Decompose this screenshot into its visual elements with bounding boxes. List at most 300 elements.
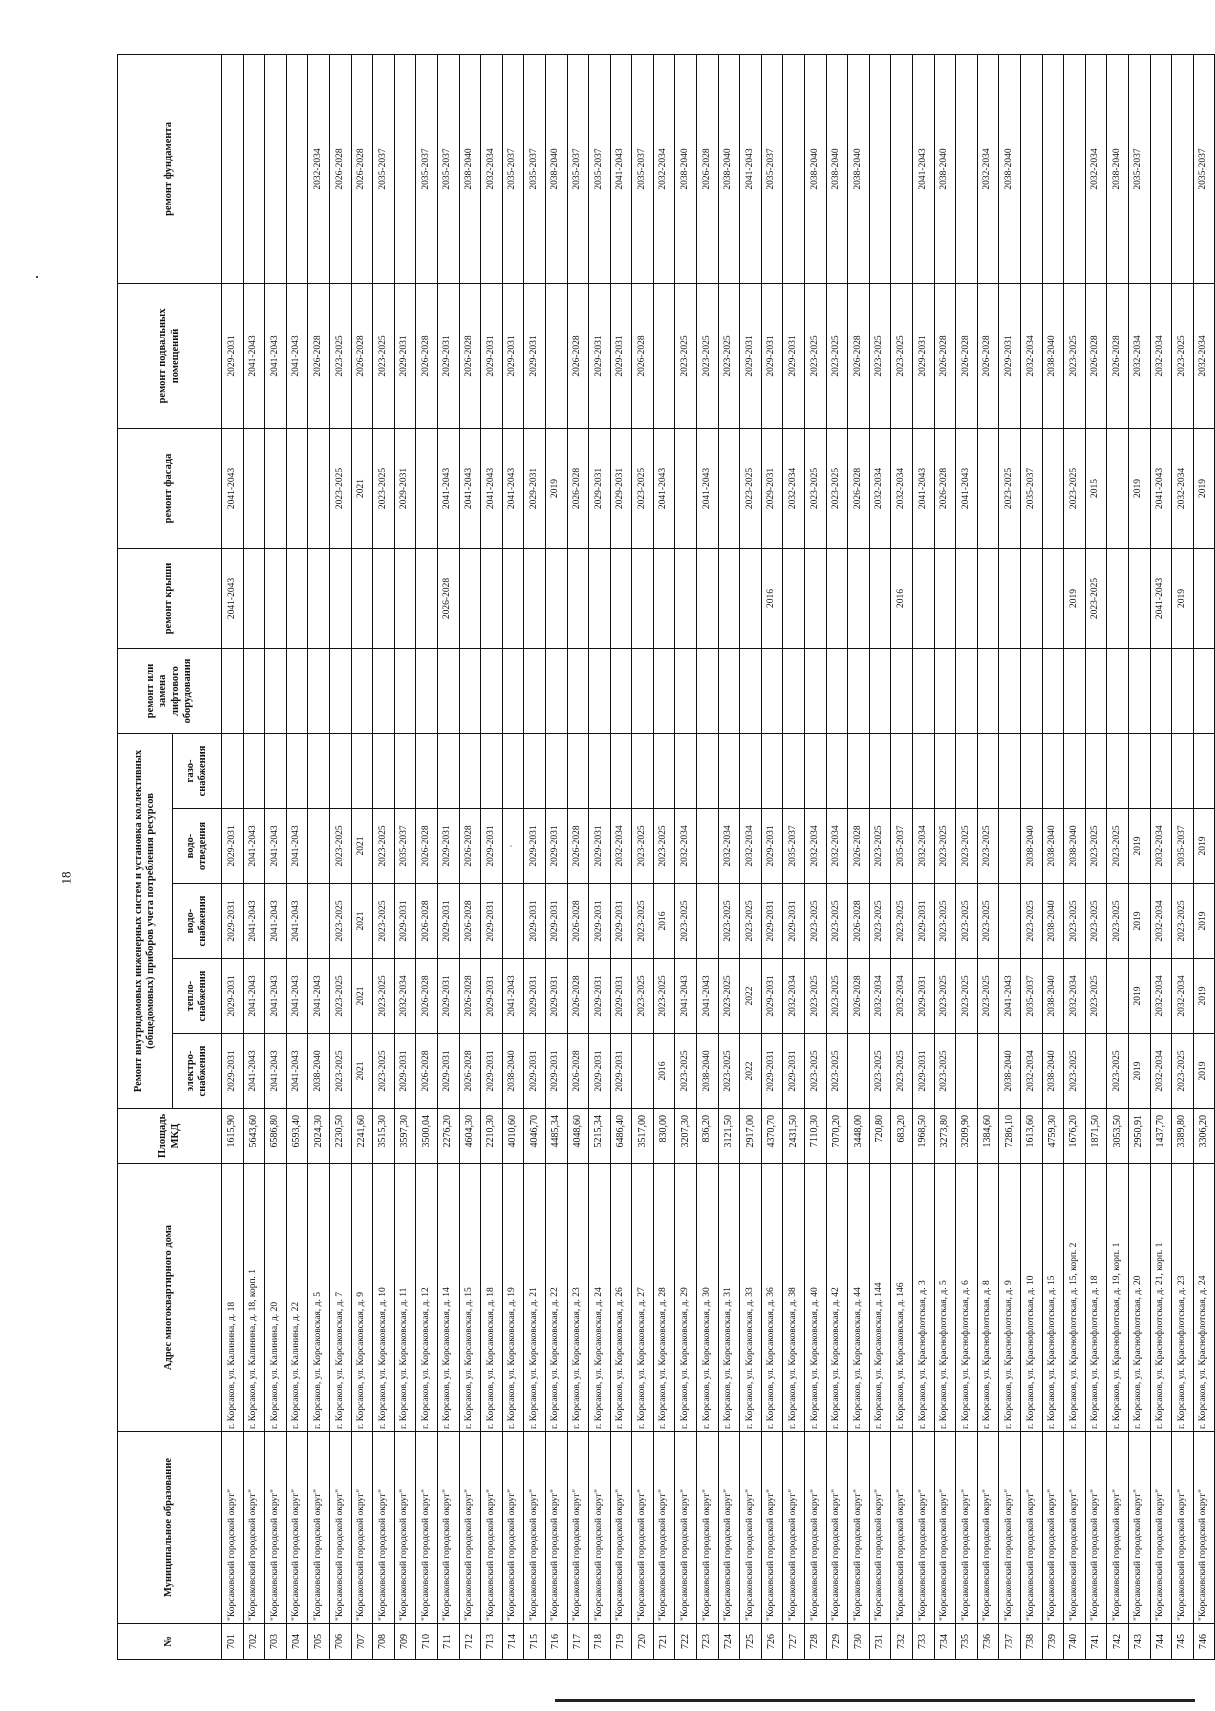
area-cell: 4485,34 <box>545 1109 567 1164</box>
heat-cell: 2023-2025 <box>632 959 654 1034</box>
electric-cell: 2023-2025 <box>1064 1034 1086 1109</box>
foundation-cell: 2035-2037 <box>437 54 459 283</box>
roof-cell <box>1193 548 1215 648</box>
row-number: 742 <box>1107 1624 1129 1660</box>
foundation-cell <box>222 54 244 283</box>
facade-cell: 2029-2031 <box>761 428 783 548</box>
municipality-cell: "Корсаковский городской округ" <box>977 1432 999 1624</box>
facade-cell: 2041-2043 <box>437 428 459 548</box>
table-row <box>1193 54 1215 1659</box>
basement-cell: 2026-2028 <box>351 283 373 428</box>
basement-cell: 2023-2025 <box>718 283 740 428</box>
heat-cell: 2029-2031 <box>481 959 503 1034</box>
lift-cell <box>502 648 524 733</box>
table-row <box>265 54 287 1659</box>
gas-cell <box>977 733 999 808</box>
foundation-cell <box>286 54 308 283</box>
area-cell: 4759,30 <box>1042 1109 1064 1164</box>
sewer-cell: 2029-2031 <box>222 809 244 884</box>
table-row <box>373 54 395 1659</box>
row-number: 734 <box>934 1624 956 1660</box>
repair-schedule-table <box>117 54 1215 1660</box>
basement-cell: 2026-2028 <box>956 283 978 428</box>
electric-cell: 2038-2040 <box>999 1034 1021 1109</box>
gas-cell <box>308 733 330 808</box>
area-cell: 7070,20 <box>826 1109 848 1164</box>
area-cell: 3448,00 <box>848 1109 870 1164</box>
area-cell: 2950,91 <box>1128 1109 1150 1164</box>
row-number: 731 <box>869 1624 891 1660</box>
sewer-cell <box>697 809 719 884</box>
heat-cell: 2032-2034 <box>1150 959 1172 1034</box>
table-row <box>977 54 999 1659</box>
facade-cell: 2035-2037 <box>1020 428 1042 548</box>
table-row <box>329 54 351 1659</box>
basement-cell: 2026-2028 <box>632 283 654 428</box>
facade-cell: 2041-2043 <box>913 428 935 548</box>
area-cell: 836,20 <box>697 1109 719 1164</box>
foundation-cell: 2032-2034 <box>481 54 503 283</box>
gas-cell <box>243 733 265 808</box>
roof-cell <box>869 548 891 648</box>
heat-cell: 2029-2031 <box>610 959 632 1034</box>
address-cell: г. Корсаков, ул. Корсаковская, д. 10 <box>373 1164 395 1432</box>
table-row <box>1064 54 1086 1659</box>
municipality-cell: "Корсаковский городской округ" <box>826 1432 848 1624</box>
basement-cell: 2029-2031 <box>740 283 762 428</box>
header-num: № <box>118 1624 222 1660</box>
area-cell: 4046,70 <box>524 1109 546 1164</box>
municipality-cell: "Корсаковский городской округ" <box>1042 1432 1064 1624</box>
roof-cell <box>653 548 675 648</box>
lift-cell <box>869 648 891 733</box>
address-cell: г. Корсаков, ул. Корсаковская, д. 26 <box>610 1164 632 1432</box>
facade-cell <box>977 428 999 548</box>
table-row <box>783 54 805 1659</box>
lift-cell <box>697 648 719 733</box>
heat-cell: 2029-2031 <box>545 959 567 1034</box>
lift-cell <box>524 648 546 733</box>
address-cell: г. Корсаков, ул. Корсаковская, д. 22 <box>545 1164 567 1432</box>
row-number: 732 <box>891 1624 913 1660</box>
roof-cell <box>1128 548 1150 648</box>
lift-cell <box>783 648 805 733</box>
area-cell: 5643,60 <box>243 1109 265 1164</box>
gas-cell <box>913 733 935 808</box>
basement-cell: 2041-2043 <box>286 283 308 428</box>
water-cell: 2023-2025 <box>977 884 999 959</box>
municipality-cell: "Корсаковский городской округ" <box>459 1432 481 1624</box>
lift-cell <box>805 648 827 733</box>
gas-cell <box>351 733 373 808</box>
sewer-cell: 2021 <box>351 809 373 884</box>
roof-cell <box>1042 548 1064 648</box>
municipality-cell: "Корсаковский городской округ" <box>1193 1432 1215 1624</box>
foundation-cell: 2035-2037 <box>632 54 654 283</box>
electric-cell: 2041-2043 <box>243 1034 265 1109</box>
electric-cell: 2029-2031 <box>545 1034 567 1109</box>
foundation-cell: 2041-2043 <box>913 54 935 283</box>
lift-cell <box>394 648 416 733</box>
area-cell: 1871,50 <box>1085 1109 1107 1164</box>
water-cell: 2023-2025 <box>1172 884 1194 959</box>
heat-cell: 2035-2037 <box>1020 959 1042 1034</box>
facade-cell: 2029-2031 <box>610 428 632 548</box>
municipality-cell: "Корсаковский городской округ" <box>783 1432 805 1624</box>
heat-cell: 2023-2025 <box>718 959 740 1034</box>
basement-cell: 2026-2028 <box>1085 283 1107 428</box>
table-row <box>1107 54 1129 1659</box>
water-cell: 2019 <box>1193 884 1215 959</box>
row-number: 705 <box>308 1624 330 1660</box>
municipality-cell: "Корсаковский городской округ" <box>416 1432 438 1624</box>
water-cell: 2019 <box>1128 884 1150 959</box>
lift-cell <box>999 648 1021 733</box>
sewer-cell: 2029-2031 <box>761 809 783 884</box>
row-number: 706 <box>329 1624 351 1660</box>
foundation-cell <box>1042 54 1064 283</box>
municipality-cell: "Корсаковский городской округ" <box>610 1432 632 1624</box>
row-number: 736 <box>977 1624 999 1660</box>
facade-cell: 2032-2034 <box>1172 428 1194 548</box>
header-basement: ремонт подвальных помещений <box>118 283 222 428</box>
document-sheet <box>117 55 1210 1660</box>
lift-cell <box>416 648 438 733</box>
area-cell: 3306,20 <box>1193 1109 1215 1164</box>
roof-cell <box>373 548 395 648</box>
foundation-cell: 2035-2037 <box>373 54 395 283</box>
basement-cell: 2023-2025 <box>891 283 913 428</box>
municipality-cell: "Корсаковский городской округ" <box>329 1432 351 1624</box>
lift-cell <box>1193 648 1215 733</box>
gas-cell <box>610 733 632 808</box>
lift-cell <box>913 648 935 733</box>
electric-cell: 2029-2031 <box>222 1034 244 1109</box>
gas-cell <box>1085 733 1107 808</box>
heat-cell: 2041-2043 <box>999 959 1021 1034</box>
basement-cell: 2041-2043 <box>265 283 287 428</box>
facade-cell: 2041-2043 <box>481 428 503 548</box>
roof-cell <box>848 548 870 648</box>
municipality-cell: "Корсаковский городской округ" <box>567 1432 589 1624</box>
area-cell: 2210,30 <box>481 1109 503 1164</box>
water-cell: 2023-2025 <box>373 884 395 959</box>
water-cell: 2029-2031 <box>610 884 632 959</box>
lift-cell <box>1107 648 1129 733</box>
water-cell: 2023-2025 <box>632 884 654 959</box>
basement-cell: 2041-2043 <box>243 283 265 428</box>
foundation-cell: 2032-2034 <box>653 54 675 283</box>
row-number: 708 <box>373 1624 395 1660</box>
municipality-cell: "Корсаковский городской округ" <box>675 1432 697 1624</box>
facade-cell: 2041-2043 <box>956 428 978 548</box>
electric-cell: 2029-2031 <box>610 1034 632 1109</box>
facade-cell <box>308 428 330 548</box>
municipality-cell: "Корсаковский городской округ" <box>1020 1432 1042 1624</box>
row-number: 716 <box>545 1624 567 1660</box>
sewer-cell: 2023-2025 <box>956 809 978 884</box>
municipality-cell: "Корсаковский городской округ" <box>1085 1432 1107 1624</box>
facade-cell: 2019 <box>1193 428 1215 548</box>
municipality-cell: "Корсаковский городской округ" <box>545 1432 567 1624</box>
water-cell: 2029-2031 <box>545 884 567 959</box>
heat-cell: 2022 <box>740 959 762 1034</box>
lift-cell <box>351 648 373 733</box>
roof-cell <box>826 548 848 648</box>
area-cell: 1384,60 <box>977 1109 999 1164</box>
heat-cell: 2029-2031 <box>524 959 546 1034</box>
address-cell: г. Корсаков, ул. Краснофлотская, д. 20 <box>1128 1164 1150 1432</box>
heat-cell: 2021 <box>351 959 373 1034</box>
address-cell: г. Корсаков, ул. Краснофлотская, д. 5 <box>934 1164 956 1432</box>
area-cell: 4048,60 <box>567 1109 589 1164</box>
water-cell: 2029-2031 <box>524 884 546 959</box>
electric-cell: 2029-2031 <box>913 1034 935 1109</box>
sewer-cell: 2029-2031 <box>437 809 459 884</box>
header-municipality: Муниципальное образование <box>118 1432 222 1624</box>
roof-cell: 2041-2043 <box>1150 548 1172 648</box>
area-cell: 4370,70 <box>761 1109 783 1164</box>
basement-cell: 2029-2031 <box>222 283 244 428</box>
sewer-cell: 2023-2025 <box>1107 809 1129 884</box>
water-cell: 2023-2025 <box>718 884 740 959</box>
heat-cell: 2041-2043 <box>502 959 524 1034</box>
electric-cell: 2032-2034 <box>1150 1034 1172 1109</box>
facade-cell: 2023-2025 <box>329 428 351 548</box>
roof-cell <box>243 548 265 648</box>
facade-cell: 2041-2043 <box>697 428 719 548</box>
sewer-cell: 2023-2025 <box>373 809 395 884</box>
lift-cell <box>610 648 632 733</box>
table-row <box>459 54 481 1659</box>
address-cell: г. Корсаков, ул. Корсаковская, д. 19 <box>502 1164 524 1432</box>
row-number: 718 <box>589 1624 611 1660</box>
table-row <box>891 54 913 1659</box>
electric-cell <box>956 1034 978 1109</box>
row-number: 723 <box>697 1624 719 1660</box>
address-cell: г. Корсаков, ул. Корсаковская, д. 18 <box>481 1164 503 1432</box>
area-cell: 2241,60 <box>351 1109 373 1164</box>
facade-cell <box>286 428 308 548</box>
header-heat: тепло-снабжения <box>173 959 222 1034</box>
address-cell: г. Корсаков, ул. Корсаковская, д. 38 <box>783 1164 805 1432</box>
facade-cell: 2026-2028 <box>848 428 870 548</box>
basement-cell <box>545 283 567 428</box>
header-systems-group: Ремонт внутридомовых инженерных систем и установка коллективных (общедомовых) приборов учета потребления ресурсов <box>118 733 173 1108</box>
gas-cell <box>437 733 459 808</box>
gas-cell <box>1064 733 1086 808</box>
row-number: 715 <box>524 1624 546 1660</box>
municipality-cell: "Корсаковский городской округ" <box>481 1432 503 1624</box>
lift-cell <box>934 648 956 733</box>
header-area: Площадь МКД <box>118 1109 222 1164</box>
header-water: водо-снабжения <box>173 884 222 959</box>
row-number: 707 <box>351 1624 373 1660</box>
roof-cell <box>697 548 719 648</box>
row-number: 703 <box>265 1624 287 1660</box>
heat-cell: 2032-2034 <box>1064 959 1086 1034</box>
sewer-cell: 2041-2043 <box>286 809 308 884</box>
address-cell: г. Корсаков, ул. Корсаковская, д. 27 <box>632 1164 654 1432</box>
address-cell: г. Корсаков, ул. Корсаковская, д. 24 <box>589 1164 611 1432</box>
address-cell: г. Корсаков, ул. Корсаковская, д. 23 <box>567 1164 589 1432</box>
sewer-cell: 2032-2034 <box>610 809 632 884</box>
address-cell: г. Корсаков, ул. Калинина, д. 18 <box>222 1164 244 1432</box>
row-number: 735 <box>956 1624 978 1660</box>
roof-cell <box>416 548 438 648</box>
foundation-cell <box>783 54 805 283</box>
water-cell <box>308 884 330 959</box>
foundation-cell <box>869 54 891 283</box>
lift-cell <box>740 648 762 733</box>
gas-cell <box>826 733 848 808</box>
basement-cell: 2026-2028 <box>459 283 481 428</box>
water-cell: 2023-2025 <box>1064 884 1086 959</box>
municipality-cell: "Корсаковский городской округ" <box>740 1432 762 1624</box>
foundation-cell: 2038-2040 <box>1107 54 1129 283</box>
area-cell: 3597,30 <box>394 1109 416 1164</box>
facade-cell <box>675 428 697 548</box>
basement-cell: 2029-2031 <box>783 283 805 428</box>
table-row <box>999 54 1021 1659</box>
gas-cell <box>502 733 524 808</box>
basement-cell: 2029-2031 <box>761 283 783 428</box>
gas-cell <box>1107 733 1129 808</box>
foundation-cell <box>1172 54 1194 283</box>
electric-cell: 2029-2031 <box>783 1034 805 1109</box>
electric-cell: 2022 <box>740 1034 762 1109</box>
heat-cell: 2032-2034 <box>891 959 913 1034</box>
area-cell: 4010,60 <box>502 1109 524 1164</box>
municipality-cell: "Корсаковский городской округ" <box>286 1432 308 1624</box>
roof-cell: 2019 <box>1172 548 1194 648</box>
address-cell: г. Корсаков, ул. Краснофлотская, д. 3 <box>913 1164 935 1432</box>
foundation-cell: 2038-2040 <box>999 54 1021 283</box>
sewer-cell: 2035-2037 <box>1172 809 1194 884</box>
address-cell: г. Корсаков, ул. Краснофлотская, д. 6 <box>956 1164 978 1432</box>
roof-cell <box>308 548 330 648</box>
roof-cell <box>459 548 481 648</box>
facade-cell: 2029-2031 <box>524 428 546 548</box>
municipality-cell: "Корсаковский городской округ" <box>502 1432 524 1624</box>
gas-cell <box>697 733 719 808</box>
lift-cell <box>481 648 503 733</box>
lift-cell <box>589 648 611 733</box>
sewer-cell: 2019 <box>1193 809 1215 884</box>
gas-cell <box>286 733 308 808</box>
table-row <box>416 54 438 1659</box>
water-cell: 2026-2028 <box>416 884 438 959</box>
roof-cell: 2023-2025 <box>1085 548 1107 648</box>
row-number: 717 <box>567 1624 589 1660</box>
facade-cell: 2023-2025 <box>999 428 1021 548</box>
water-cell: 2029-2031 <box>783 884 805 959</box>
roof-cell <box>265 548 287 648</box>
foundation-cell: 2038-2040 <box>934 54 956 283</box>
gas-cell <box>718 733 740 808</box>
table-row <box>437 54 459 1659</box>
page-number: 18 <box>58 871 74 885</box>
electric-cell: 2023-2025 <box>891 1034 913 1109</box>
electric-cell: 2023-2025 <box>826 1034 848 1109</box>
gas-cell <box>675 733 697 808</box>
row-number: 727 <box>783 1624 805 1660</box>
sewer-cell: 2023-2025 <box>1085 809 1107 884</box>
table-row <box>1172 54 1194 1659</box>
municipality-cell: "Корсаковский городской округ" <box>848 1432 870 1624</box>
sewer-cell: 2029-2031 <box>545 809 567 884</box>
roof-cell: 2041-2043 <box>222 548 244 648</box>
heat-cell: 2023-2025 <box>805 959 827 1034</box>
foundation-cell: 2038-2040 <box>826 54 848 283</box>
row-number: 712 <box>459 1624 481 1660</box>
roof-cell <box>351 548 373 648</box>
lift-cell <box>718 648 740 733</box>
roof-cell <box>913 548 935 648</box>
table-body <box>222 54 1215 1659</box>
basement-cell: 2026-2028 <box>416 283 438 428</box>
electric-cell: 2019 <box>1128 1034 1150 1109</box>
lift-cell <box>222 648 244 733</box>
lift-cell <box>243 648 265 733</box>
address-cell: г. Корсаков, ул. Корсаковская, д. 40 <box>805 1164 827 1432</box>
row-number: 745 <box>1172 1624 1194 1660</box>
row-number: 744 <box>1150 1624 1172 1660</box>
facade-cell: 2021 <box>351 428 373 548</box>
area-cell: 1437,70 <box>1150 1109 1172 1164</box>
facade-cell: 2041-2043 <box>1150 428 1172 548</box>
table-row <box>869 54 891 1659</box>
table-row <box>243 54 265 1659</box>
electric-cell: 2026-2028 <box>459 1034 481 1109</box>
roof-cell <box>589 548 611 648</box>
table-row <box>848 54 870 1659</box>
table-row <box>1042 54 1064 1659</box>
table-row <box>1085 54 1107 1659</box>
area-cell: 3389,80 <box>1172 1109 1194 1164</box>
municipality-cell: "Корсаковский городской округ" <box>956 1432 978 1624</box>
roof-cell <box>481 548 503 648</box>
sewer-cell: 2032-2034 <box>1150 809 1172 884</box>
gas-cell <box>1128 733 1150 808</box>
table-row <box>394 54 416 1659</box>
foundation-cell: 2035-2037 <box>1193 54 1215 283</box>
electric-cell: 2023-2025 <box>329 1034 351 1109</box>
foundation-cell: 2038-2040 <box>805 54 827 283</box>
lift-cell <box>567 648 589 733</box>
row-number: 721 <box>653 1624 675 1660</box>
heat-cell: 2032-2034 <box>1172 959 1194 1034</box>
foundation-cell <box>265 54 287 283</box>
area-cell: 2230,50 <box>329 1109 351 1164</box>
table-row <box>222 54 244 1659</box>
sewer-cell: 2023-2025 <box>934 809 956 884</box>
basement-cell: 2023-2025 <box>1172 283 1194 428</box>
sewer-cell: 2023-2025 <box>977 809 999 884</box>
foundation-cell: 2038-2040 <box>675 54 697 283</box>
electric-cell: 2023-2025 <box>1172 1034 1194 1109</box>
roof-cell <box>977 548 999 648</box>
area-cell: 720,80 <box>869 1109 891 1164</box>
roof-cell <box>718 548 740 648</box>
footer-rule <box>555 1699 1195 1702</box>
sewer-cell: 2041-2043 <box>243 809 265 884</box>
roof-cell <box>1107 548 1129 648</box>
sewer-cell: 2023-2025 <box>653 809 675 884</box>
facade-cell: 2019 <box>1128 428 1150 548</box>
water-cell: 2023-2025 <box>956 884 978 959</box>
address-cell: г. Корсаков, ул. Краснофлотская, д. 15, корп. 2 <box>1064 1164 1086 1432</box>
